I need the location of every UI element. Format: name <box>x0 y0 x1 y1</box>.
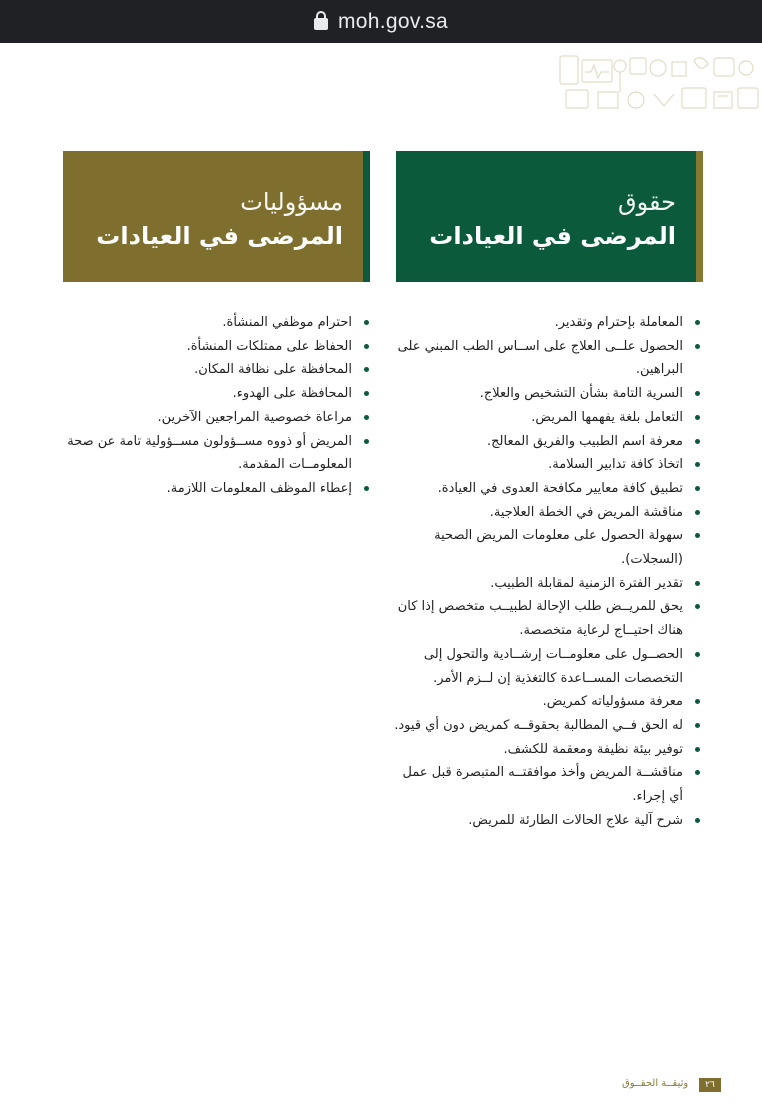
list-item: له الحق فــي المطالبة بحقوقــه كمريض دون أي قيود. <box>386 714 700 738</box>
rights-card-line1: حقوق <box>618 188 676 216</box>
browser-address-bar[interactable] <box>0 0 762 43</box>
list-item: توفير بيئة نظيفة ومعقمة للكشف. <box>386 738 700 762</box>
list-item: اتخاذ كافة تدابير السلامة. <box>386 453 700 477</box>
page-number: ٢٦ <box>699 1078 721 1092</box>
list-item: المريض أو ذووه مســؤولون مســؤولية تامة عن صحة المعلومــات المقدمة. <box>53 430 369 477</box>
list-item: تقدير الفترة الزمنية لمقابلة الطبيب. <box>386 572 700 596</box>
list-item: مراعاة خصوصية المراجعين الآخرين. <box>53 406 369 430</box>
list-item: معرفة اسم الطبيب والفريق المعالج. <box>386 430 700 454</box>
list-item: احترام موظفي المنشأة. <box>53 311 369 335</box>
lock-icon <box>314 18 328 30</box>
list-item: المحافظة على الهدوء. <box>53 382 369 406</box>
list-item: يحق للمريــض طلب الإحالة لطبيــب متخصص إذا كان هناك احتيــاج لرعاية متخصصة. <box>386 595 700 642</box>
list-item: التعامل بلغة يفهمها المريض. <box>386 406 700 430</box>
list-item: تطبيق كافة معايير مكافحة العدوى في العيادة. <box>386 477 700 501</box>
list-item: الحصــول على معلومــات إرشــادية والتحول إلى التخصصات المســاعدة كالتغذية إن لــزم الأمر. <box>386 643 700 690</box>
footer-label: وثيقــة الحقــوق <box>622 1078 689 1089</box>
rights-card-line2: المرضى في العيادات <box>429 222 676 250</box>
rights-list <box>386 311 700 832</box>
url-text[interactable]: moh.gov.sa <box>338 9 448 33</box>
responsibilities-card <box>63 151 370 282</box>
list-item: مناقشــة المريض وأخذ موافقتــه المتبصرة قبل عمل أي إجراء. <box>386 761 700 808</box>
medical-pattern-decoration <box>558 52 762 112</box>
list-item: مناقشة المريض في الخطة العلاجية. <box>386 501 700 525</box>
responsibilities-card-line1: مسؤوليات <box>240 188 343 216</box>
list-item: معرفة مسؤولياته كمريض. <box>386 690 700 714</box>
rights-card <box>396 151 703 282</box>
list-item: سهولة الحصول على معلومات المريض الصحية (السجلات). <box>386 524 700 571</box>
list-item: شرح آلية علاج الحالات الطارئة للمريض. <box>386 809 700 833</box>
list-item: المحافظة على نظافة المكان. <box>53 358 369 382</box>
responsibilities-card-line2: المرضى في العيادات <box>96 222 343 250</box>
list-item: السرية التامة بشأن التشخيص والعلاج. <box>386 382 700 406</box>
list-item: المعاملة بإحترام وتقدير. <box>386 311 700 335</box>
list-item: إعطاء الموظف المعلومات اللازمة. <box>53 477 369 501</box>
list-item: الحصول علــى العلاج على اســاس الطب المبني على البراهين. <box>386 335 700 382</box>
list-item: الحفاظ على ممتلكات المنشأة. <box>53 335 369 359</box>
responsibilities-list <box>53 311 369 501</box>
